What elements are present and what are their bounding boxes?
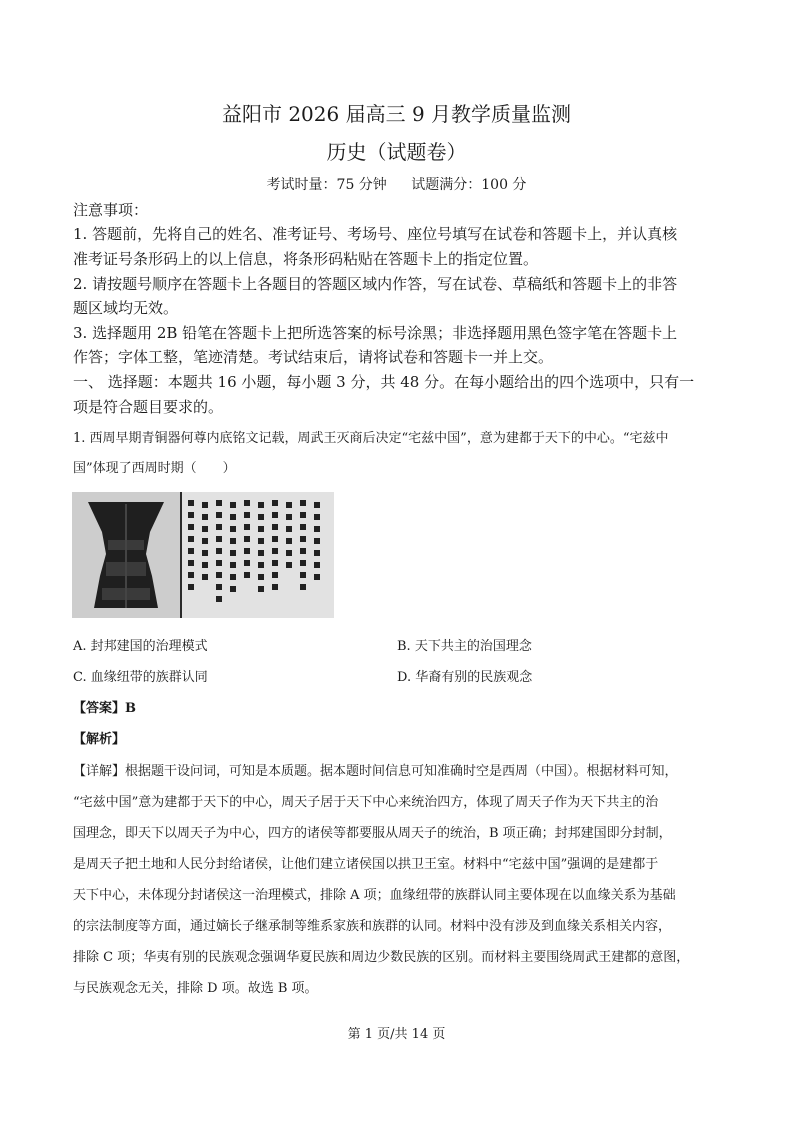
option-b: B. 天下共主的治国理念 [397, 639, 532, 654]
he-zun-vessel-icon [72, 492, 180, 618]
option-d: D. 华裔有别的民族观念 [397, 670, 533, 685]
notice-line: 准考证号条形码上的以上信息，将条形码粘贴在答题卡上的指定位置。 [73, 250, 539, 268]
analysis-line: 国理念，即天下以周天子为中心，四方的诸侯等都要服从周天子的统治，B 项正确；封邦建国即分封制， [73, 826, 672, 841]
page-number: 第 1 页/共 14 页 [347, 1027, 446, 1042]
exam-info [0, 174, 793, 194]
notice-heading: 注意事项： [73, 201, 149, 219]
exam-time: 考试时量：75 分钟 [266, 177, 387, 193]
option-c: C. 血缘纽带的族群认同 [73, 670, 208, 685]
question-stem: 1. 西周早期青铜器何尊内底铭文记载，周武王灭商后决定“宅兹中国”，意为建都于天下的中心。“宅兹中 [73, 431, 669, 446]
analysis-line: 【详解】根据题干设问词，可知是本质题。据本题时间信息可知准确时空是西周（中国）。根据材料可知， [73, 764, 678, 779]
analysis-line: “宅兹中国”意为建都于天下的中心，周天子居于天下中心来统治四方，体现了周天子作为天下共主的治 [73, 795, 659, 810]
analysis-line: 的宗法制度等方面，通过嫡长子继承制等维系家族和族群的认同。材料中没有涉及到血缘关系相关内容， [73, 919, 672, 934]
analysis-line: 与民族观念无关，排除 D 项。故选 B 项。 [73, 981, 318, 996]
full-score: 试题满分：100 分 [411, 177, 527, 193]
question-stem: 国”体现了西周时期（ ） [73, 461, 236, 476]
bronze-inscription-image [72, 492, 334, 618]
notice-line: 作答；字体工整，笔迹清楚。考试结束后，请将试卷和答题卡一并上交。 [73, 348, 554, 366]
section-heading: 一、 选择题：本题共 16 小题，每小题 3 分，共 48 分。在每小题给出的四个选项中，只有一 [73, 373, 695, 391]
analysis-label: 【解析】 [73, 732, 126, 747]
option-a: A. 封邦建国的治理模式 [73, 639, 208, 654]
analysis-line: 排除 C 项；华夷有别的民族观念强调华夏民族和周边少数民族的区别。而材料主要围绕周武王建都的意图， [73, 950, 690, 965]
notice-line: 3. 选择题用 2B 铅笔在答题卡上把所选答案的标号涂黑；非选择题用黑色签字笔在答题卡上 [73, 324, 678, 342]
inscription-rubbing-icon [182, 492, 334, 618]
notice-line: 1. 答题前，先将自己的姓名、准考证号、考场号、座位号填写在试卷和答题卡上，并认真核 [73, 225, 678, 243]
analysis-line: 是周天子把土地和人民分封给诸侯，让他们建立诸侯国以拱卫王室。材料中“宅兹中国”强调的是建都于 [73, 857, 659, 872]
exam-subtitle: 历史（试题卷） [326, 140, 467, 164]
exam-title: 益阳市 2026 届高三 9 月教学质量监测 [221, 102, 572, 126]
notice-line: 题区域均无效。 [73, 299, 179, 317]
answer-label: 【答案】B [73, 701, 136, 716]
notice-line: 2. 请按题号顺序在答题卡上各题目的答题区域内作答，写在试卷、草稿纸和答题卡上的非答 [73, 275, 678, 293]
analysis-line: 天下中心，未体现分封诸侯这一治理模式，排除 A 项；血缘纽带的族群认同主要体现在以血缘关系为基础 [73, 888, 676, 903]
section-heading: 项是符合题目要求的。 [73, 398, 224, 416]
